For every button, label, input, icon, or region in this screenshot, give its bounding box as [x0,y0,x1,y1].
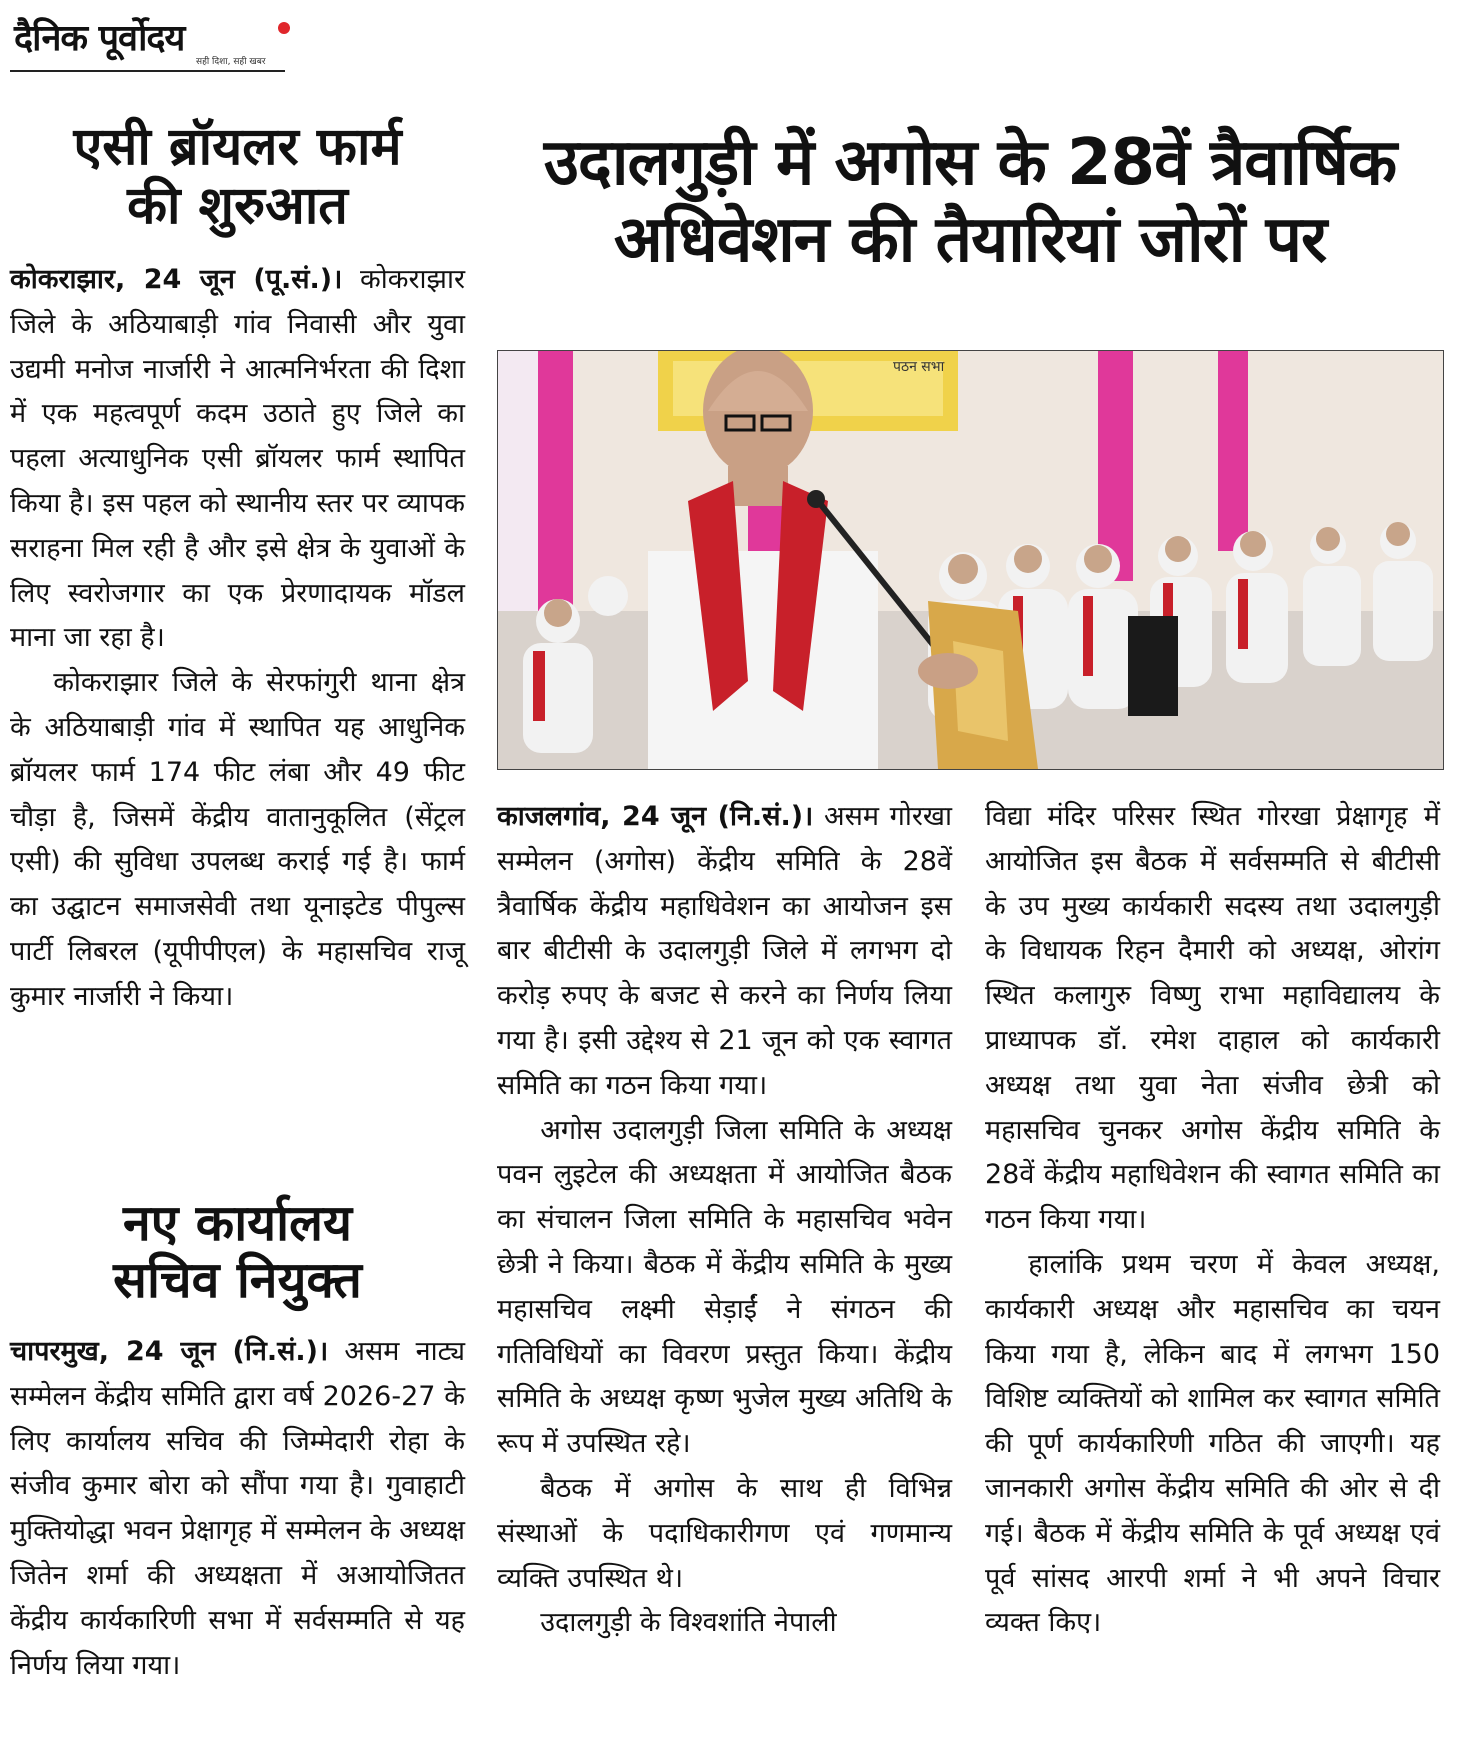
logo-tagline: सही दिशा, सही खबर [196,57,266,67]
masthead [10,8,285,72]
main-story-headline [490,125,1450,279]
paragraph: बैठक में अगोस के साथ ही विभिन्न संस्थाओं के पदाधिकारीगण एवं गणमान्य व्यक्ति उपस्थित थे। [497,1472,952,1594]
dateline: चापरमुख, 24 जून (नि.सं.)। [10,1336,329,1367]
photo-banner-text: पठन सभा [893,359,945,375]
headline-line: नए कार्यालय [122,1194,352,1252]
dateline: कोकराझार, 24 जून (पू.सं.)। [10,264,343,295]
photo-illustration [498,351,1443,769]
dateline: काजलगांव, 24 जून (नि.सं.)। [497,801,814,832]
paragraph: कोकराझार जिले के अठियाबाड़ी गांव निवासी और युवा उद्यमी मनोज नार्जारी ने आत्मनिर्भरता की दिशा में एक महत्वपूर्ण कदम उठाते हुए जिले का पहला अत्याधुनिक एसी ब्रॉयलर फार्म स्थापित किया है। इस पहल को स्थानीय स्तर पर व्यापक सराहना मिल रही है और इसे क्षेत्र के युवाओं के लिए स्वरोजगार का एक प्रेरणादायक मॉडल माना जा रहा है। [10,264,465,654]
left-story-1-headline [10,118,465,237]
news-photo [497,350,1444,770]
headline-line: उदालगुड़ी में अगोस के 28वें त्रैवार्षिक [543,126,1397,200]
left-story-2-body [10,1330,465,1688]
main-story-column-3 [985,795,1440,1646]
paragraph: विद्या मंदिर परिसर स्थित गोरखा प्रेक्षागृह में आयोजित इस बैठक में सर्वसम्मति से बीटीसी के उप मुख्य कार्यकारी सदस्य तथा उदालगुड़ी के विधायक रिहन दैमारी को अध्यक्ष, ओरांग स्थित कलागुरु विष्णु राभा महाविद्यालय के प्राध्यापक डॉ. रमेश दाहाल को कार्यकारी अध्यक्ष तथा युवा नेता संजीव छेत्री को महासचिव चुनकर अगोस केंद्रीय समिति के 28वें केंद्रीय महाधिवेशन की स्वागत समिति का गठन किया गया। [985,801,1440,1236]
paragraph: हालांकि प्रथम चरण में केवल अध्यक्ष, कार्यकारी अध्यक्ष और महासचिव का चयन किया गया है, लेकिन बाद में लगभग 150 विशिष्ट व्यक्तियों को शामिल कर स्वागत समिति की पूर्ण कार्यकारिणी गठित की जाएगी। यह जानकारी अगोस केंद्रीय समिति की ओर से दी गई। बैठक में केंद्रीय समिति के पूर्व अध्यक्ष एवं पूर्व सांसद आरपी शर्मा ने भी अपने विचार व्यक्त किए। [985,1248,1440,1639]
left-story-1-body [10,258,465,1020]
main-story-column-2 [497,795,952,1646]
logo-dot-icon [278,22,290,34]
paragraph: उदालगुड़ी के विश्वशांति नेपाली [540,1607,837,1639]
left-story-2-headline [10,1195,465,1309]
headline-line: एसी ब्रॉयलर फार्म [73,117,402,177]
paragraph: असम गोरखा सम्मेलन (अगोस) केंद्रीय समिति के 28वें त्रैवार्षिक केंद्रीय महाधिवेशन का आयोजन इस बार बीटीसी के उदालगुड़ी जिले में लगभग दो करोड़ रुपए के बजट से करने का निर्णय लिया गया है। इसी उद्देश्य से 21 जून को एक स्वागत समिति का गठन किया गया। [497,801,952,1101]
paragraph: अगोस उदालगुड़ी जिला समिति के अध्यक्ष पवन लुइटेल की अध्यक्षता में आयोजित बैठक का संचालन जिला समिति के महासचिव भवेन छेत्री ने किया। बैठक में केंद्रीय समिति के मुख्य महासचिव लक्ष्मी सेड़ाईं ने संगठन की गतिविधियों का विवरण प्रस्तुत किया। केंद्रीय समिति के अध्यक्ष कृष्ण भुजेल मुख्य अतिथि के रूप में उपस्थित रहे। [497,1114,952,1460]
newspaper-logo: दैनिक पूर्वोदय [14,17,185,59]
paragraph: असम नाट्य सम्मेलन केंद्रीय समिति द्वारा वर्ष 2026-27 के लिए कार्यालय सचिव की जिम्मेदारी रोहा के संजीव कुमार बोरा को सौंपा गया है। गुवाहाटी मुक्तियोद्धा भवन प्रेक्षागृह में सम्मेलन के अध्यक्ष जितेन शर्मा की अध्यक्षता में अआयोजितत केंद्रीय कार्यकारिणी सभा में सर्वसम्मति से यह निर्णय लिया गया। [10,1336,465,1681]
headline-line: अधिवेशन की तैयारियां जोरों पर [613,202,1327,277]
headline-line: सचिव नियुक्त [113,1251,362,1309]
headline-line: की शुरुआत [127,176,348,237]
paragraph: कोकराझार जिले के सेरफांगुरी थाना क्षेत्र के अठियाबाड़ी गांव में स्थापित यह आधुनिक ब्रॉयलर फार्म 174 फीट लंबा और 49 फीट चौड़ा है, जिसमें केंद्रीय वातानुकूलित (सेंट्रल एसी) की सुविधा उपलब्ध कराई गई है। फार्म का उद्घाटन समाजसेवी तथा यूनाइटेड पीपुल्स पार्टी लिबरल (यूपीपीएल) के महासचिव राजू कुमार नार्जारी ने किया। [10,667,465,1012]
